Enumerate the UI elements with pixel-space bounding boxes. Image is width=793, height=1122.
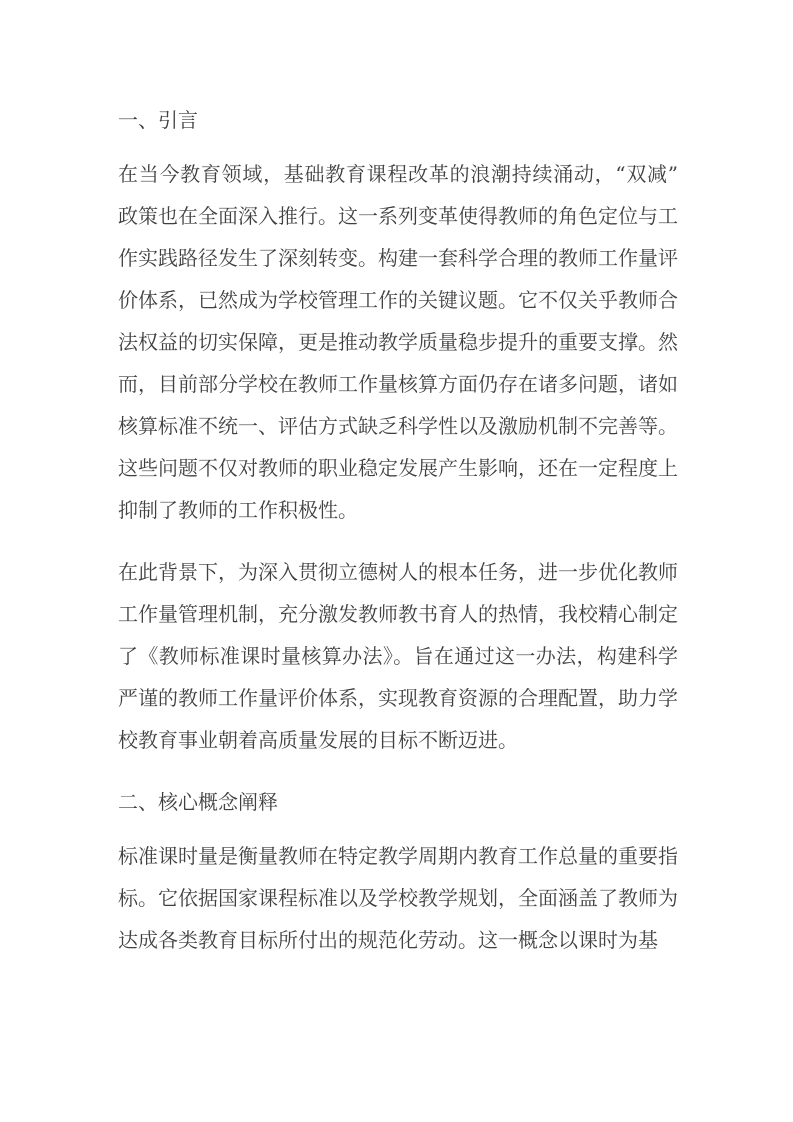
paragraph-standard-hours-definition: 标准课时量是衡量教师在特定教学周期内教育工作总量的重要指标。它依据国家课程标准以及学校教学规划，全面涵盖了教师为达成各类教育目标所付出的规范化劳动。这一概念以课时为基 [118,844,678,952]
paragraph-policy-purpose: 在此背景下，为深入贯彻立德树人的根本任务，进一步优化教师工作量管理机制，充分激发教师教书育人的热情，我校精心制定了《教师标准课时量核算办法》。旨在通过这一办法，构建科学严谨的教师工作量评价体系，实现教育资源的合理配置，助力学校教育事业朝着高质量发展的目标不断迈进。 [118,560,678,752]
section-heading-core-concepts: 二、核心概念阐释 [118,790,278,814]
section-heading-introduction: 一、引言 [118,108,198,132]
paragraph-reform-background: 在当今教育领域，基础教育课程改革的浪潮持续涌动，“双减”政策也在全面深入推行。这一系列变革使得教师的角色定位与工作实践路径发生了深刻转变。构建一套科学合理的教师工作量评价体系，已然成为学校管理工作的关键议题。它不仅关乎教师合法权益的切实保障，更是推动教学质量稳步提升的重要支撑。然而，目前部分学校在教师工作量核算方面仍存在诸多问题，诸如核算标准不统一、评估方式缺乏科学性以及激励机制不完善等。这些问题不仅对教师的职业稳定发展产生影响，还在一定程度上抑制了教师的工作积极性。 [118,162,678,522]
